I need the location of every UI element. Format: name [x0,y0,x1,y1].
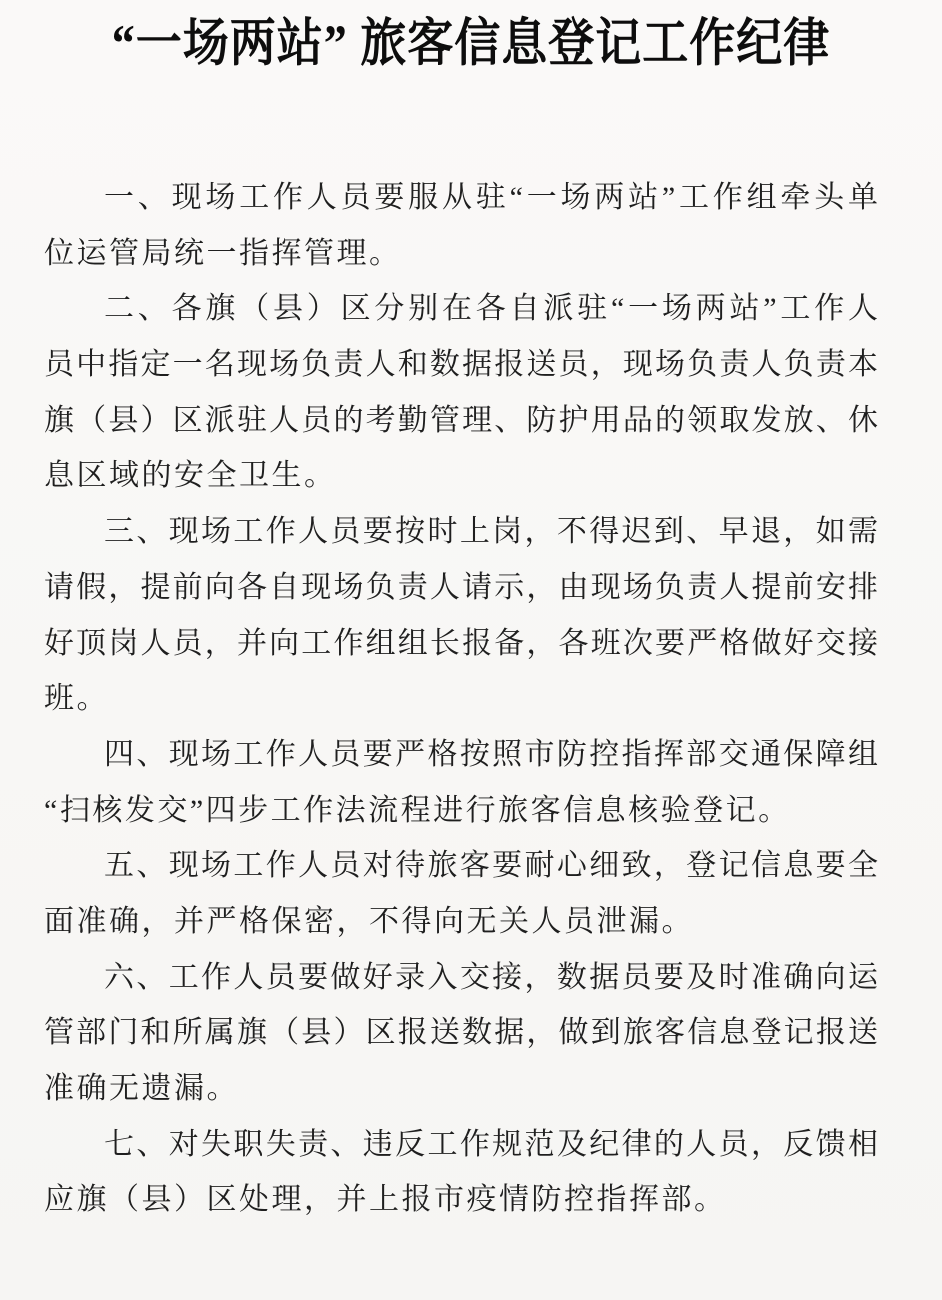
text-line: 应旗（县）区处理，并上报市疫情防控指挥部。 [44,1183,727,1217]
document-body [44,170,878,1228]
text-line: 七、对失职失责、违反工作规范及纪律的人员，反馈相 [104,1127,878,1161]
text-line: 旗（县）区派驻人员的考勤管理、防护用品的领取发放、休 [44,403,878,437]
text-line: 五、现场工作人员对待旅客要耐心细致，登记信息要全 [104,849,878,883]
text-line: 二、各旗（县）区分别在各自派驻“一场两站”工作人 [104,292,878,326]
text-line: 息区域的安全卫生。 [44,459,337,493]
text-line: 管部门和所属旗（县）区报送数据，做到旅客信息登记报送 [44,1016,878,1050]
text-line: 好顶岗人员，并向工作组组长报备，各班次要严格做好交接 [44,626,878,660]
text-line: 请假，提前向各自现场负责人请示，由现场负责人提前安排 [44,570,878,604]
text-line: 六、工作人员要做好录入交接，数据员要及时准确向运 [104,960,878,994]
text-line: “扫核发交”四步工作法流程进行旅客信息核验登记。 [44,793,791,827]
document-title: “一场两站” 旅客信息登记工作纪律 [111,14,831,72]
text-line: 三、现场工作人员要按时上岗，不得迟到、早退，如需 [104,515,878,549]
text-line: 四、现场工作人员要严格按照市防控指挥部交通保障组 [104,737,878,771]
text-line: 面准确，并严格保密，不得向无关人员泄漏。 [44,904,694,938]
text-line: 位运管局统一指挥管理。 [44,236,402,270]
text-line: 一、现场工作人员要服从驻“一场两站”工作组牵头单 [104,181,878,214]
text-line: 班。 [44,682,109,716]
text-line: 准确无遗漏。 [44,1072,239,1105]
text-line: 员中指定一名现场负责人和数据报送员，现场负责人负责本 [44,348,878,382]
